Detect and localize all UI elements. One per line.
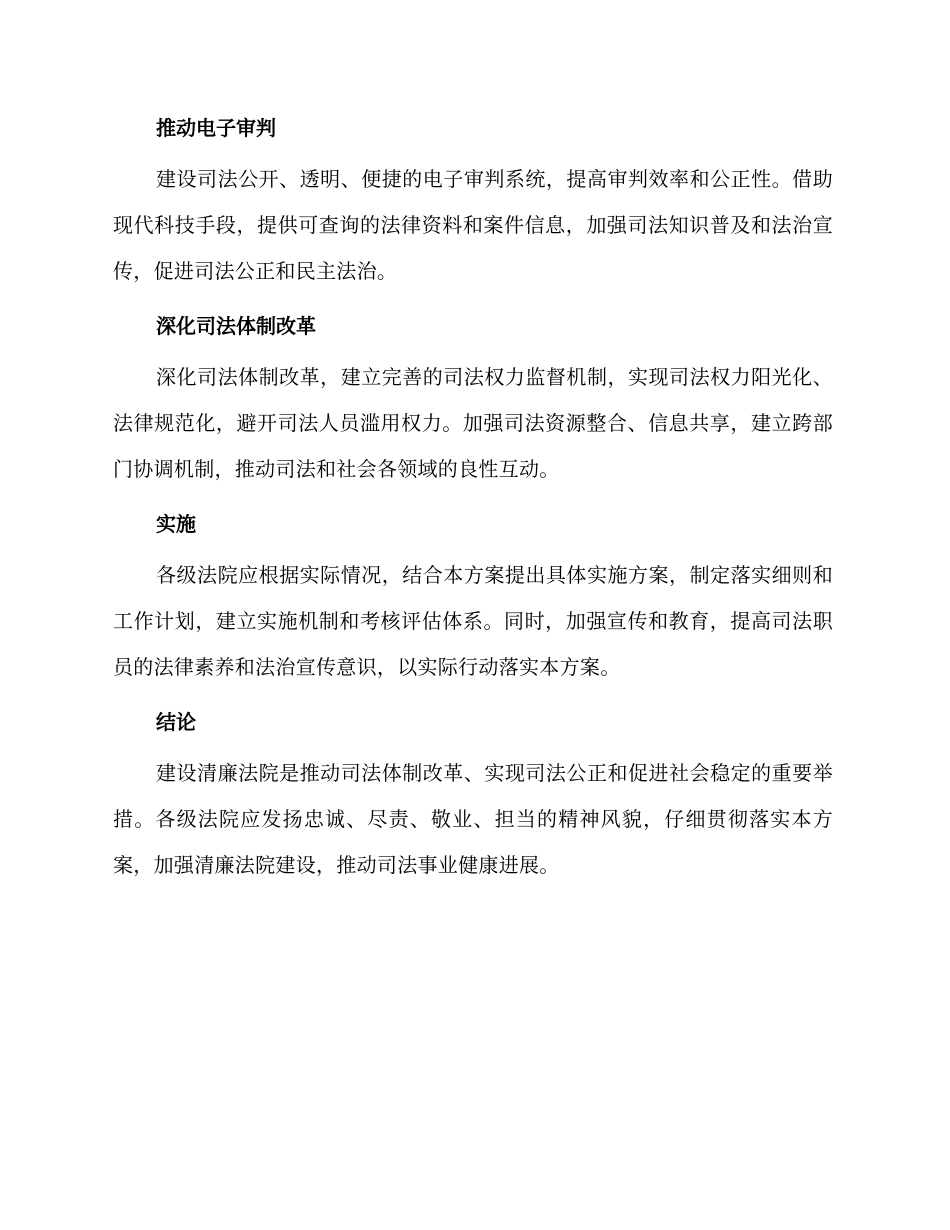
section-heading: 结论: [156, 710, 196, 734]
section-judicial-reform: [113, 306, 833, 492]
section-conclusion: [113, 702, 833, 888]
section-heading: 推动电子审判: [156, 116, 276, 140]
section-heading: 实施: [156, 512, 196, 536]
section-paragraph: 建设清廉法院是推动司法体制改革、实现司法公正和促进社会稳定的重要举措。各级法院应发扬忠诚、尽责、敬业、担当的精神风貌，仔细贯彻落实本方案，加强清廉法院建设，推动司法事业健康进展。: [113, 761, 833, 877]
section-paragraph: 各级法院应根据实际情况，结合本方案提出具体实施方案，制定落实细则和工作计划，建立实施机制和考核评估体系。同时，加强宣传和教育，提高司法职员的法律素养和法治宣传意识，以实际行动落实本方案。: [113, 563, 833, 679]
section-heading: 深化司法体制改革: [156, 314, 316, 338]
document-page: [113, 108, 833, 900]
section-implementation: [113, 504, 833, 690]
section-paragraph: 深化司法体制改革，建立完善的司法权力监督机制，实现司法权力阳光化、法律规范化，避开司法人员滥用权力。加强司法资源整合、信息共享，建立跨部门协调机制，推动司法和社会各领域的良性互动。: [113, 365, 833, 481]
section-paragraph: 建设司法公开、透明、便捷的电子审判系统，提高审判效率和公正性。借助现代科技手段，提供可查询的法律资料和案件信息，加强司法知识普及和法治宣传，促进司法公正和民主法治。: [113, 167, 833, 283]
section-electronic-trial: [113, 108, 833, 294]
